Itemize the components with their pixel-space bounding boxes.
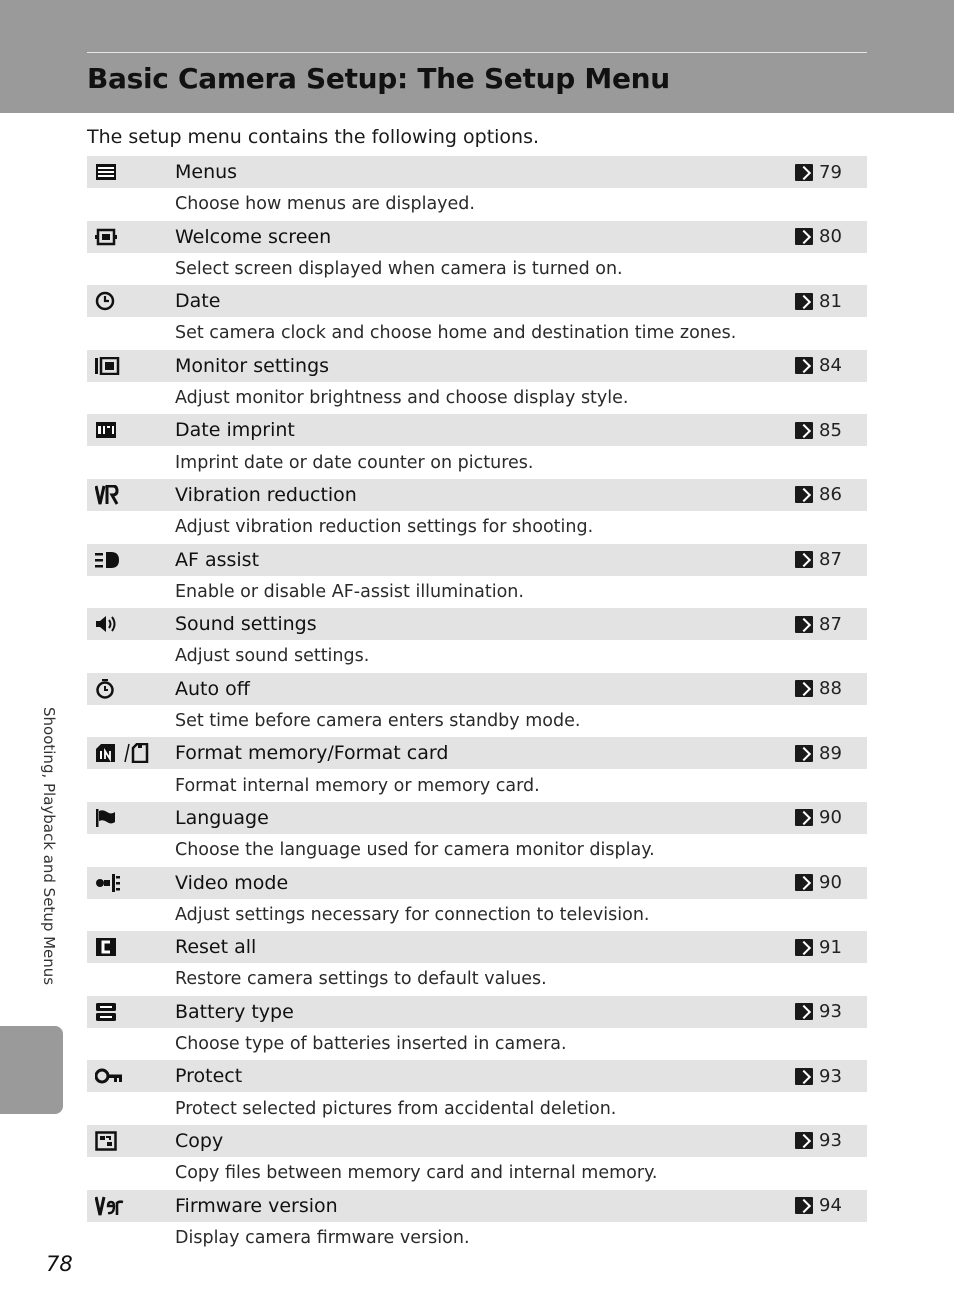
page-ref-icon <box>795 1197 813 1214</box>
page-ref-icon <box>795 486 813 503</box>
page-ref-number: 90 <box>819 807 842 829</box>
option-entry <box>87 221 867 286</box>
option-name: Welcome screen <box>175 225 332 248</box>
option-entry <box>87 931 867 996</box>
page-ref-icon <box>795 164 813 181</box>
option-row <box>87 737 867 769</box>
copy-icon <box>87 1125 175 1157</box>
page-number: 78 <box>46 1252 73 1276</box>
option-name: Date <box>175 290 221 313</box>
page-reference <box>795 162 867 183</box>
speaker-icon <box>87 608 175 640</box>
battery-icon <box>87 996 175 1028</box>
clock-icon <box>87 285 175 317</box>
option-entry <box>87 285 867 350</box>
option-row <box>87 350 867 382</box>
page-ref-number: 94 <box>819 1195 842 1216</box>
option-description: Protect selected pictures from accidental deletion. <box>175 1098 617 1119</box>
option-row <box>87 996 867 1028</box>
header-rule <box>87 52 867 53</box>
page-ref-number: 88 <box>819 678 842 700</box>
option-name: Firmware version <box>175 1194 338 1217</box>
option-entry <box>87 1125 867 1190</box>
option-name: Reset all <box>175 936 257 959</box>
page-ref-number: 86 <box>819 484 842 506</box>
video-mode-icon <box>87 867 175 899</box>
menus-icon <box>87 156 175 188</box>
page-ref-number: 89 <box>819 742 842 764</box>
option-name: Language <box>175 806 269 829</box>
option-name: AF assist <box>175 548 260 571</box>
auto-off-icon <box>87 673 175 705</box>
page-ref-icon <box>795 874 813 891</box>
page-reference <box>795 355 867 376</box>
page-ref-icon <box>795 357 813 374</box>
intro-text: The setup menu contains the following options. <box>87 126 540 148</box>
format-memory-icon <box>87 737 175 769</box>
option-row <box>87 931 867 963</box>
page-ref-number: 85 <box>819 419 842 441</box>
option-description: Restore camera settings to default values. <box>175 969 547 990</box>
option-name: Monitor settings <box>175 354 330 377</box>
side-section-label-text: Shooting, Playback and Setup Menus <box>40 707 58 986</box>
option-row <box>87 414 867 446</box>
page-ref-number: 90 <box>819 872 842 894</box>
option-row <box>87 1125 867 1157</box>
vr-icon <box>87 479 175 511</box>
page-ref-number: 84 <box>819 355 842 377</box>
page-reference <box>795 678 867 699</box>
option-name: Video mode <box>175 871 289 894</box>
reset-icon <box>87 931 175 963</box>
page-ref-icon <box>795 1132 813 1149</box>
side-section-label <box>36 707 60 1017</box>
side-thumb-tab <box>0 1026 63 1114</box>
page-ref-number: 79 <box>819 161 842 183</box>
page-reference <box>795 937 867 958</box>
option-description: Enable or disable AF-assist illumination. <box>175 581 524 602</box>
page-reference <box>795 807 867 828</box>
option-description: Choose the language used for camera monitor display. <box>175 840 655 861</box>
page-ref-number: 93 <box>819 1001 842 1023</box>
option-description: Select screen displayed when camera is turned on. <box>175 258 623 279</box>
option-name: Format memory/Format card <box>175 742 449 765</box>
option-description: Copy files between memory card and internal memory. <box>175 1163 658 1184</box>
option-entry <box>87 673 867 738</box>
options-table <box>87 156 867 1254</box>
option-row <box>87 802 867 834</box>
option-entry <box>87 996 867 1061</box>
option-entry <box>87 802 867 867</box>
page-ref-icon <box>795 745 813 762</box>
page-ref-icon <box>795 1003 813 1020</box>
option-row <box>87 1190 867 1222</box>
page-reference <box>795 1001 867 1022</box>
option-description: Choose type of batteries inserted in camera. <box>175 1034 567 1055</box>
option-row <box>87 479 867 511</box>
date-imprint-icon <box>87 414 175 446</box>
option-name: Battery type <box>175 1000 294 1023</box>
option-row <box>87 673 867 705</box>
option-description: Adjust settings necessary for connection to television. <box>175 904 650 925</box>
page-ref-number: 93 <box>819 1130 842 1152</box>
option-description: Set camera clock and choose home and destination time zones. <box>175 323 737 344</box>
option-name: Date imprint <box>175 419 295 442</box>
option-name: Auto off <box>175 677 250 700</box>
option-description: Set time before camera enters standby mode. <box>175 711 581 732</box>
option-row <box>87 867 867 899</box>
option-row <box>87 156 867 188</box>
page-ref-number: 87 <box>819 549 842 571</box>
option-entry <box>87 1060 867 1125</box>
page-ref-icon <box>795 293 813 310</box>
page-reference <box>795 484 867 505</box>
page-ref-number: 93 <box>819 1065 842 1087</box>
option-description: Imprint date or date counter on pictures. <box>175 452 534 473</box>
page-reference <box>795 549 867 570</box>
option-row <box>87 608 867 640</box>
option-description: Choose how menus are displayed. <box>175 194 475 215</box>
page-ref-icon <box>795 551 813 568</box>
option-entry <box>87 479 867 544</box>
option-description: Display camera firmware version. <box>175 1227 470 1248</box>
option-description: Adjust monitor brightness and choose display style. <box>175 388 629 409</box>
firmware-icon <box>87 1190 175 1222</box>
page-ref-number: 91 <box>819 936 842 958</box>
page-reference <box>795 1130 867 1151</box>
page-reference <box>795 1195 867 1216</box>
option-name: Copy <box>175 1129 224 1152</box>
option-row <box>87 1060 867 1092</box>
page-reference <box>795 420 867 441</box>
option-entry <box>87 156 867 221</box>
key-icon <box>87 1060 175 1092</box>
option-description: Adjust sound settings. <box>175 646 370 667</box>
language-icon <box>87 802 175 834</box>
page-ref-number: 80 <box>819 226 842 248</box>
page-reference <box>795 291 867 312</box>
monitor-icon <box>87 350 175 382</box>
page-reference <box>795 226 867 247</box>
option-entry <box>87 1190 867 1255</box>
page-title: Basic Camera Setup: The Setup Menu <box>87 62 670 95</box>
page-ref-icon <box>795 809 813 826</box>
page-ref-number: 87 <box>819 613 842 635</box>
option-name: Menus <box>175 161 238 183</box>
welcome-screen-icon <box>87 221 175 253</box>
page-reference <box>795 614 867 635</box>
option-row <box>87 221 867 253</box>
page-ref-icon <box>795 680 813 697</box>
option-entry <box>87 350 867 415</box>
option-description: Adjust vibration reduction settings for shooting. <box>175 517 594 538</box>
page-reference <box>795 1066 867 1087</box>
option-entry <box>87 414 867 479</box>
page-ref-icon <box>795 616 813 633</box>
option-entry <box>87 544 867 609</box>
option-name: Vibration reduction <box>175 483 357 506</box>
option-entry <box>87 867 867 932</box>
option-name: Sound settings <box>175 613 317 636</box>
page-ref-icon <box>795 939 813 956</box>
option-entry <box>87 608 867 673</box>
option-name: Protect <box>175 1065 243 1088</box>
page-ref-number: 81 <box>819 290 842 312</box>
page-ref-icon <box>795 1068 813 1085</box>
option-row <box>87 544 867 576</box>
option-description: Format internal memory or memory card. <box>175 775 540 796</box>
page-reference <box>795 872 867 893</box>
page-ref-icon <box>795 422 813 439</box>
option-entry <box>87 737 867 802</box>
af-assist-icon <box>87 544 175 576</box>
option-row <box>87 285 867 317</box>
page-ref-icon <box>795 228 813 245</box>
page-reference <box>795 743 867 764</box>
